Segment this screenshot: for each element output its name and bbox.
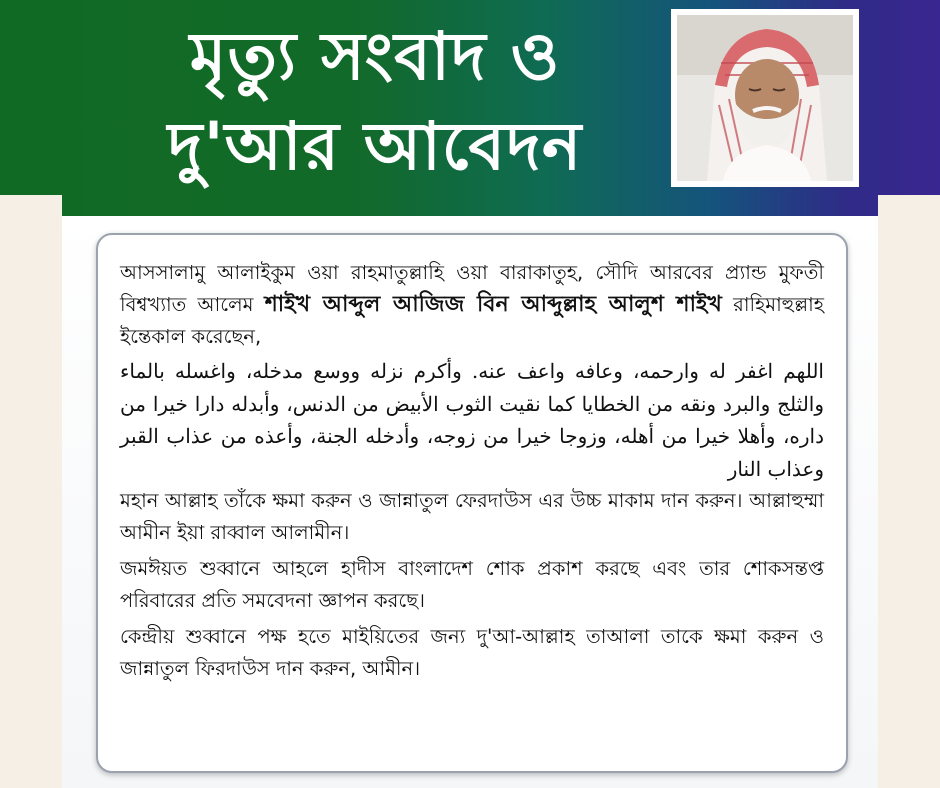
title-line-2: দু'আর আবেদন	[167, 108, 583, 185]
notice-paragraph-4: কেন্দ্রীয় শুব্বানে পক্ষ হতে মাইয়িতের জন্য দু'আ-আল্লাহ তাআলা তাকে ক্ষমা করুন ও জান্নাতুল ফিরদাউস দান করুন, আমীন।	[120, 625, 824, 680]
page-title	[95, 8, 655, 196]
notice-paragraph-2: মহান আল্লাহ তাঁকে ক্ষমা করুন ও জান্নাতুল ফেরদাউস এর উচ্চ মাকাম দান করুন। আল্লাহুম্মা আমীন ইয়া রাব্বাল আলামীন।	[120, 489, 824, 544]
header-shelf-left	[0, 195, 62, 216]
header-shelf-right	[878, 195, 940, 216]
title-line-1: মৃত্যু সংবাদ ও	[189, 18, 561, 95]
left-margin	[0, 195, 62, 788]
notice-paragraph-1	[120, 257, 824, 353]
arabic-dua: اللهم اغفر له وارحمه، وعافه واعف عنه. وأكرم نزله ووسع مدخله، واغسله بالماء والثلج والبرد ونقه من الخطايا كما نقيت الثوب الأبيض من الدنس، وأبدله دارا خيرا من داره، وأهلا خيرا من أهله، وزوجا خيرا من زوجه، وأدخله الجنة، وأعذه من عذاب القبر وعذاب النار	[120, 359, 824, 481]
header-banner	[0, 0, 940, 216]
notice-paragraph-3: জমঈয়ত শুব্বানে আহলে হাদীস বাংলাদেশ শোক প্রকাশ করছে এবং তার শোকসন্তপ্ত পরিবারের প্রতি সমবেদনা জ্ঞাপন করছে।	[120, 557, 824, 612]
portrait-photo-icon	[677, 15, 853, 181]
announcement-text: রাহিমাহুল্লাহ ইন্তেকাল করেছেন,	[120, 293, 824, 348]
portrait-photo	[671, 9, 859, 187]
deceased-name: শাইখ আব্দুল আজিজ বিন আব্দুল্লাহ আলুশ শাইখ	[264, 292, 722, 317]
notice-card	[96, 233, 848, 773]
greeting-text: আসসালামু আলাইকুম ওয়া রাহমাতুল্লাহি ওয়া বারাকাতুহ, সৌদি আরবের প্র্যান্ড মুফতী বিশ্বখ্যাত আলেম	[120, 261, 824, 316]
right-margin	[878, 195, 940, 788]
